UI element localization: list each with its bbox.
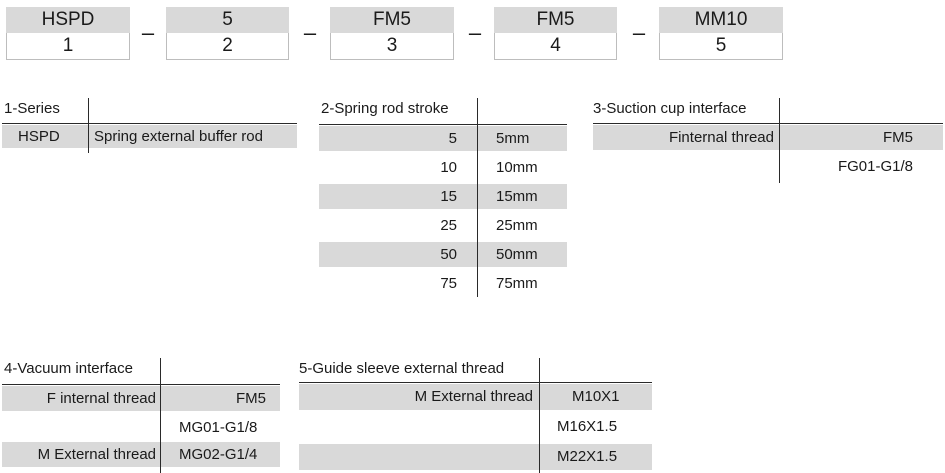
vacuum-value: MG02-G1/4 xyxy=(179,446,258,463)
column-divider xyxy=(477,98,478,297)
code-box-2 xyxy=(166,7,289,60)
code-value-3: FM5 xyxy=(330,7,454,33)
code-dash: – xyxy=(632,20,646,45)
header-rule xyxy=(2,384,280,385)
suction-value: FM5 xyxy=(883,129,913,146)
stroke-code: 25 xyxy=(440,217,457,234)
table-row xyxy=(319,213,567,238)
suction-value: FG01-G1/8 xyxy=(837,158,913,175)
table-row xyxy=(319,271,567,296)
suction-title: 3-Suction cup interface xyxy=(593,100,747,117)
series-title: 1-Series xyxy=(4,100,60,117)
code-box-1 xyxy=(6,7,130,60)
header-rule xyxy=(319,124,567,125)
guide-title: 5-Guide sleeve external thread xyxy=(299,360,505,377)
code-index-5: 5 xyxy=(659,33,783,60)
code-dash: – xyxy=(303,20,317,45)
vacuum-label xyxy=(2,415,160,440)
table-row xyxy=(319,184,567,209)
code-index-3: 3 xyxy=(330,33,454,60)
guide-table xyxy=(299,356,652,473)
series-desc: Spring external buffer rod xyxy=(94,128,263,145)
table-row xyxy=(319,126,567,151)
column-divider xyxy=(160,358,161,473)
column-divider xyxy=(779,98,780,183)
header-rule xyxy=(593,123,943,124)
stroke-code: 5 xyxy=(448,130,457,147)
stroke-desc: 5mm xyxy=(496,130,530,147)
code-value-5: MM10 xyxy=(659,7,783,33)
table-row xyxy=(2,442,280,467)
table-row xyxy=(593,125,943,150)
suction-label: Finternal thread xyxy=(668,129,774,146)
table-row xyxy=(2,415,280,440)
guide-label: M External thread xyxy=(414,388,533,405)
stroke-desc: 25mm xyxy=(496,217,538,234)
stroke-title: 2-Spring rod stroke xyxy=(321,100,449,117)
stroke-code: 10 xyxy=(440,159,457,176)
vacuum-value: MG01-G1/8 xyxy=(179,419,258,436)
table-row xyxy=(319,155,567,180)
stroke-table xyxy=(319,96,569,298)
table-row xyxy=(299,384,652,410)
series-table xyxy=(2,96,297,156)
stroke-desc: 75mm xyxy=(496,275,538,292)
table-row xyxy=(299,444,652,470)
code-box-5 xyxy=(659,7,783,60)
header-rule xyxy=(2,123,297,124)
vacuum-title: 4-Vacuum interface xyxy=(4,360,133,377)
code-value-4: FM5 xyxy=(494,7,617,33)
code-box-4 xyxy=(494,7,617,60)
table-row xyxy=(299,414,652,440)
code-dash: – xyxy=(141,20,155,45)
header-rule xyxy=(299,382,652,383)
guide-label xyxy=(299,444,539,470)
stroke-desc: 10mm xyxy=(496,159,538,176)
vacuum-table xyxy=(2,356,280,473)
code-value-1: HSPD xyxy=(6,7,130,33)
suction-table xyxy=(593,96,943,186)
vacuum-label: F internal thread xyxy=(46,390,156,407)
code-index-2: 2 xyxy=(166,33,289,60)
code-dash: – xyxy=(468,20,482,45)
stroke-desc: 15mm xyxy=(496,188,538,205)
code-box-3 xyxy=(330,7,454,60)
table-row xyxy=(2,386,280,411)
column-divider xyxy=(88,98,89,153)
table-row xyxy=(593,154,943,179)
code-value-2: 5 xyxy=(166,7,289,33)
stroke-desc: 50mm xyxy=(496,246,538,263)
stroke-code: 50 xyxy=(440,246,457,263)
vacuum-value: FM5 xyxy=(236,390,266,407)
suction-label xyxy=(593,154,779,179)
vacuum-label: M External thread xyxy=(37,446,156,463)
table-row xyxy=(319,242,567,267)
stroke-code: 15 xyxy=(440,188,457,205)
guide-value: M16X1.5 xyxy=(557,418,618,435)
table-row xyxy=(2,125,297,148)
code-index-4: 4 xyxy=(494,33,617,60)
guide-value: M10X1 xyxy=(572,388,620,405)
column-divider xyxy=(539,358,540,473)
stroke-code: 75 xyxy=(440,275,457,292)
guide-value: M22X1.5 xyxy=(557,448,618,465)
code-index-1: 1 xyxy=(6,33,130,60)
guide-label xyxy=(299,414,539,440)
series-code: HSPD xyxy=(18,128,60,145)
